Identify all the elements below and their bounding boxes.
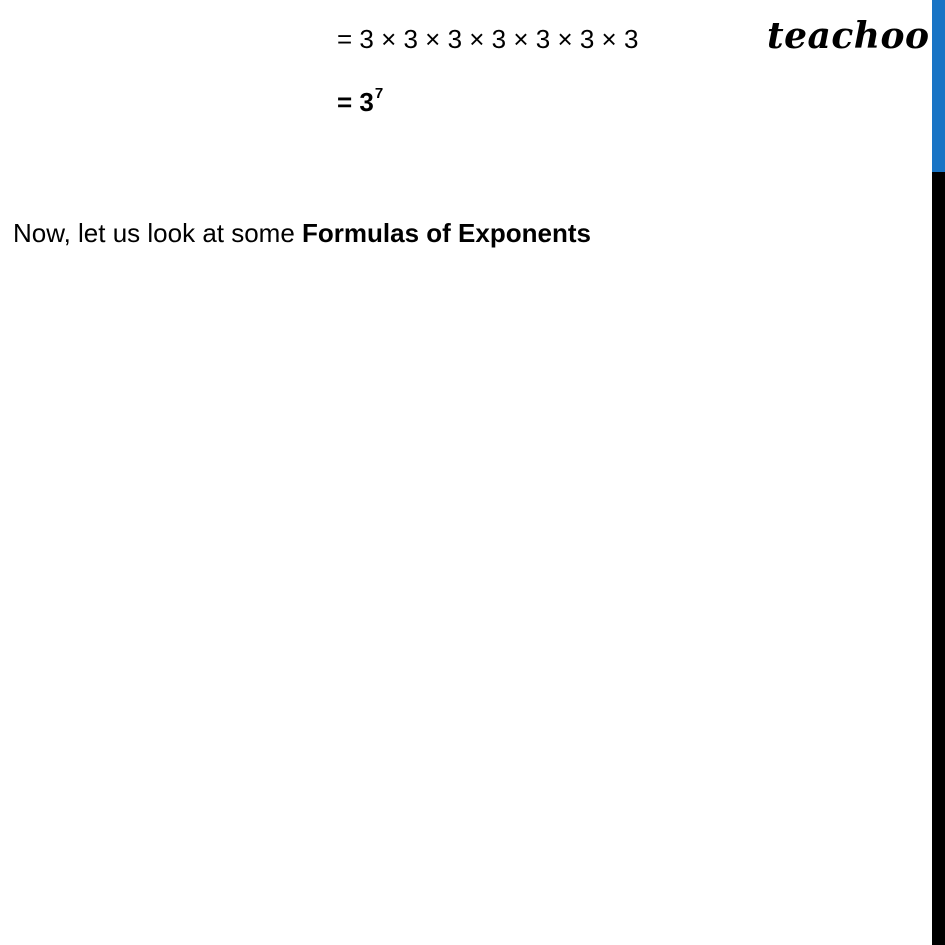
scrollbar-thumb[interactable] bbox=[932, 0, 945, 172]
result-exponent: 7 bbox=[374, 85, 384, 102]
intro-bold-text: Formulas of Exponents bbox=[302, 218, 591, 248]
result-prefix: = bbox=[337, 87, 360, 117]
intro-text: Now, let us look at some bbox=[13, 218, 303, 248]
scrollbar-track[interactable] bbox=[932, 0, 945, 945]
intro-line bbox=[13, 218, 591, 248]
teachoo-logo: teachoo bbox=[767, 15, 930, 57]
result-base: 3 bbox=[359, 87, 374, 117]
expansion-line: = 3 × 3 × 3 × 3 × 3 × 3 × 3 bbox=[337, 24, 639, 54]
result-line bbox=[337, 87, 382, 122]
